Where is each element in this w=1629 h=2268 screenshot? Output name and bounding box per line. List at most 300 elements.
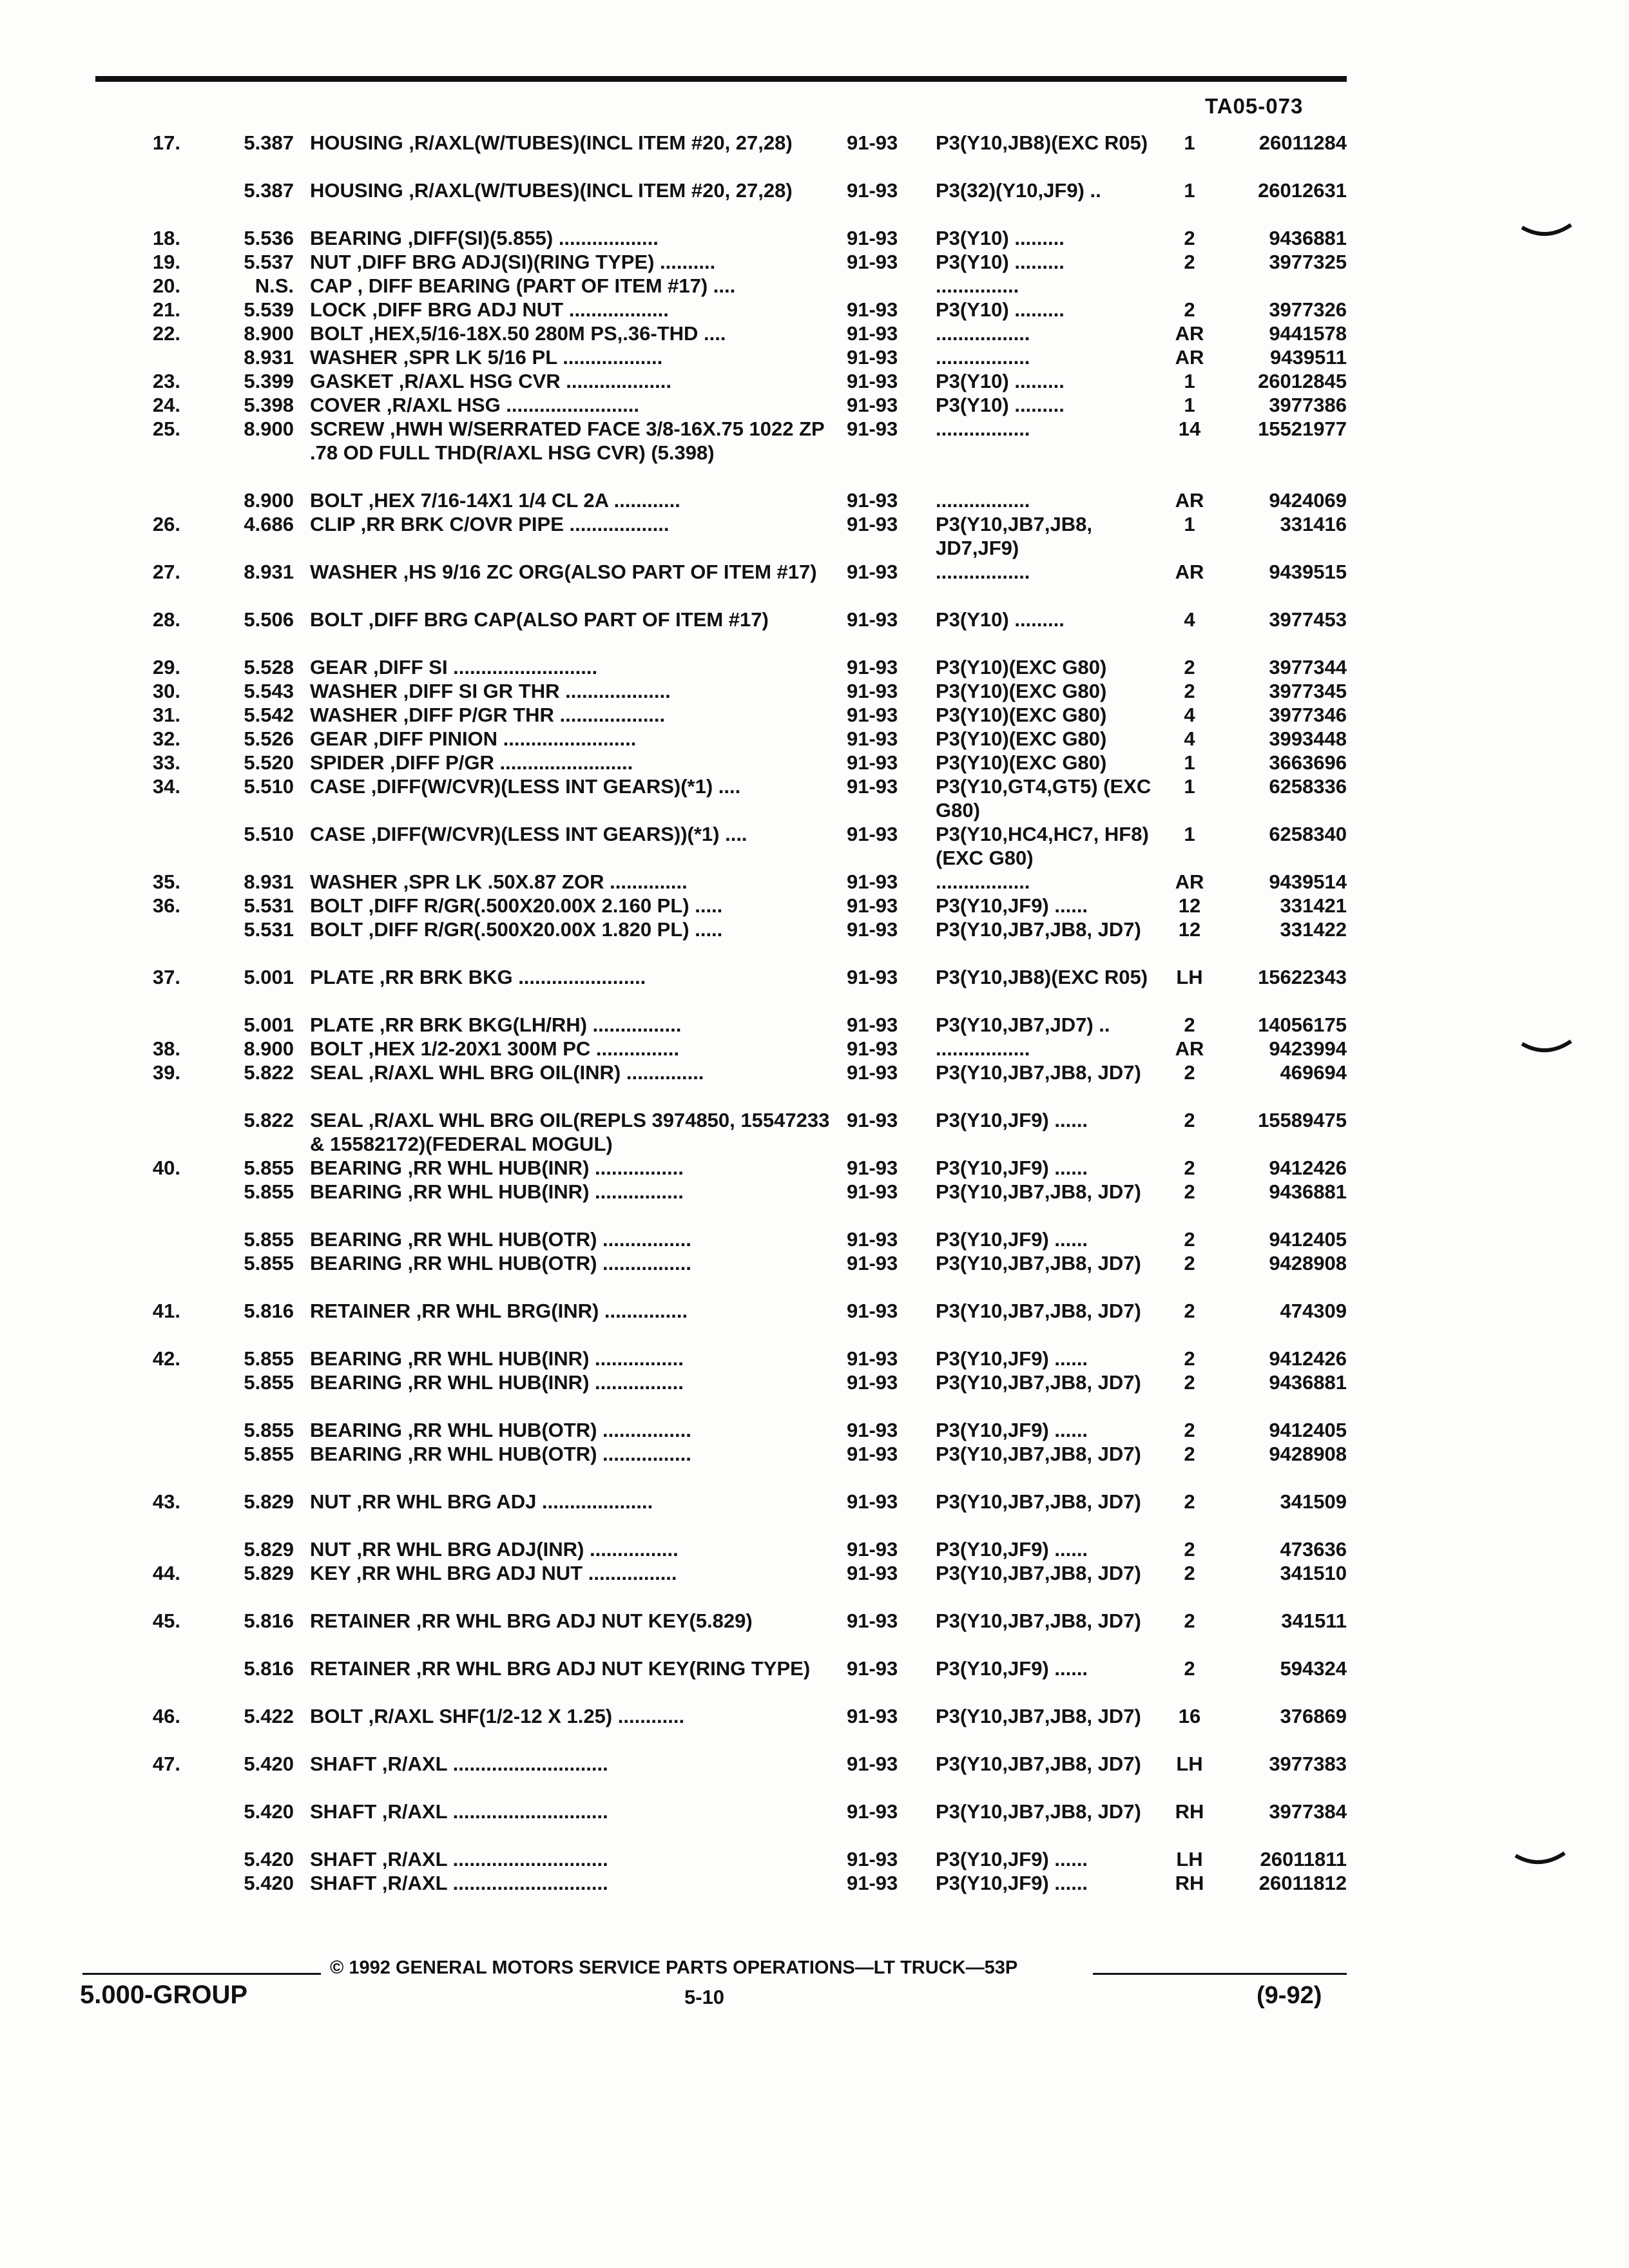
cell-desc: BEARING ,RR WHL HUB(INR) ................	[310, 1180, 684, 1203]
cell-model: P3(Y10)(EXC G80)	[936, 751, 1107, 774]
table-row	[0, 488, 1629, 512]
cell-year: 91-93	[847, 394, 898, 416]
cell-grp: 8.900	[244, 322, 294, 345]
table-row	[0, 1657, 1629, 1704]
cell-item: 28.	[152, 608, 180, 631]
cell-year: 91-93	[847, 418, 898, 440]
cell-qty: 2	[1184, 1562, 1195, 1584]
cell-desc: BEARING ,RR WHL HUB(OTR) ................	[310, 1228, 691, 1251]
cell-year: 91-93	[847, 370, 898, 392]
cell-desc: BEARING ,RR WHL HUB(INR) ................	[310, 1157, 684, 1179]
cell-model: P3(Y10) .........	[936, 251, 1065, 273]
table-row	[0, 1490, 1629, 1537]
table-row	[0, 417, 1629, 488]
footer-rule-right	[1093, 1973, 1347, 1975]
cell-item: 44.	[152, 1562, 180, 1584]
cell-desc: SCREW ,HWH W/SERRATED FACE 3/8-16X.75 1022 ZP .78 OD FULL THD(R/AXL HSG CVR) (5.398)	[310, 418, 825, 464]
cell-part: 9436881	[1269, 1371, 1347, 1394]
cell-year: 91-93	[847, 1371, 898, 1394]
cell-year: 91-93	[847, 179, 898, 202]
cell-part: 3977345	[1269, 680, 1347, 702]
cell-year: 91-93	[847, 918, 898, 941]
cell-year: 91-93	[847, 251, 898, 273]
cell-model: .................	[936, 1037, 1030, 1060]
cell-desc: WASHER ,SPR LK .50X.87 ZOR ..............	[310, 870, 688, 893]
cell-part: 9412426	[1269, 1157, 1347, 1179]
cell-model: P3(Y10,JB7,JB8, JD7)	[936, 1753, 1141, 1775]
cell-year: 91-93	[847, 1014, 898, 1036]
cell-qty: AR	[1175, 1037, 1204, 1060]
cell-grp: 5.531	[244, 894, 294, 917]
cell-item: 22.	[152, 322, 180, 345]
cell-desc: SHAFT ,R/AXL ............................	[310, 1872, 608, 1894]
cell-qty: 1	[1184, 394, 1195, 416]
cell-grp: 5.855	[244, 1371, 294, 1394]
cell-year: 91-93	[847, 1180, 898, 1203]
cell-desc: BOLT ,R/AXL SHF(1/2-12 X 1.25) ............	[310, 1705, 685, 1727]
table-row	[0, 131, 1629, 178]
cell-grp: 5.399	[244, 370, 294, 392]
footer-copyright: © 1992 GENERAL MOTORS SERVICE PARTS OPERATIONS—LT TRUCK—53P	[330, 1957, 1018, 1978]
cell-part: 9439514	[1269, 870, 1347, 893]
cell-part: 14056175	[1258, 1014, 1347, 1036]
cell-qty: 1	[1184, 513, 1195, 535]
cell-desc: WASHER ,SPR LK 5/16 PL ..................	[310, 346, 663, 369]
cell-grp: 8.900	[244, 489, 294, 512]
cell-qty: 14	[1178, 418, 1201, 440]
cell-year: 91-93	[847, 1562, 898, 1584]
cell-desc: HOUSING ,R/AXL(W/TUBES)(INCL ITEM #20, 27,28)	[310, 179, 793, 202]
cell-desc: BEARING ,DIFF(SI)(5.855) ..................	[310, 227, 659, 249]
cell-part: 3977326	[1269, 298, 1347, 321]
cell-qty: 2	[1184, 1347, 1195, 1370]
margin-tick-mark	[1521, 222, 1572, 242]
cell-year: 91-93	[847, 1252, 898, 1274]
cell-qty: 1	[1184, 370, 1195, 392]
cell-part: 3977383	[1269, 1753, 1347, 1775]
cell-year: 91-93	[847, 1800, 898, 1823]
cell-part: 594324	[1280, 1657, 1347, 1680]
cell-qty: 1	[1184, 823, 1195, 845]
cell-model: P3(Y10,JB8)(EXC R05)	[936, 131, 1148, 154]
cell-model: P3(Y10) .........	[936, 370, 1065, 392]
cell-model: P3(Y10,JF9) ......	[936, 1848, 1088, 1870]
cell-desc: LOCK ,DIFF BRG ADJ NUT ..................	[310, 298, 669, 321]
cell-grp: 5.539	[244, 298, 294, 321]
cell-grp: 5.001	[244, 1014, 294, 1036]
table-row	[0, 918, 1629, 965]
cell-year: 91-93	[847, 561, 898, 583]
table-row	[0, 1847, 1629, 1871]
cell-desc: PLATE ,RR BRK BKG .......................	[310, 966, 646, 988]
table-row	[0, 1347, 1629, 1370]
cell-grp: 5.855	[244, 1180, 294, 1203]
cell-year: 91-93	[847, 894, 898, 917]
cell-year: 91-93	[847, 489, 898, 512]
cell-item: 26.	[152, 513, 180, 535]
table-row	[0, 774, 1629, 822]
cell-desc: GEAR ,DIFF PINION ........................	[310, 727, 637, 750]
table-row	[0, 393, 1629, 417]
cell-part: 9412426	[1269, 1347, 1347, 1370]
table-row	[0, 1061, 1629, 1108]
table-row	[0, 250, 1629, 274]
cell-model: P3(Y10) .........	[936, 394, 1065, 416]
cell-model: P3(Y10)(EXC G80)	[936, 704, 1107, 726]
cell-grp: 5.855	[244, 1252, 294, 1274]
table-row	[0, 751, 1629, 774]
table-row	[0, 1537, 1629, 1561]
cell-part: 9428908	[1269, 1443, 1347, 1465]
cell-qty: 4	[1184, 704, 1195, 726]
cell-year: 91-93	[847, 1157, 898, 1179]
cell-grp: 5.542	[244, 704, 294, 726]
cell-qty: 2	[1184, 1371, 1195, 1394]
cell-year: 91-93	[847, 751, 898, 774]
cell-item: 25.	[152, 418, 180, 440]
cell-year: 91-93	[847, 346, 898, 369]
cell-qty: 2	[1184, 1610, 1195, 1632]
cell-qty: 1	[1184, 775, 1195, 798]
cell-part: 341510	[1280, 1562, 1347, 1584]
cell-item: 42.	[152, 1347, 180, 1370]
table-row	[0, 1299, 1629, 1347]
cell-item: 38.	[152, 1037, 180, 1060]
cell-desc: BOLT ,DIFF BRG CAP(ALSO PART OF ITEM #17)	[310, 608, 769, 631]
cell-part: 3663696	[1269, 751, 1347, 774]
cell-model: P3(Y10) .........	[936, 227, 1065, 249]
cell-qty: 2	[1184, 1228, 1195, 1251]
cell-item: 24.	[152, 394, 180, 416]
cell-grp: 5.510	[244, 823, 294, 845]
cell-item: 43.	[152, 1490, 180, 1513]
cell-part: 3977325	[1269, 251, 1347, 273]
cell-grp: 5.855	[244, 1419, 294, 1441]
cell-model: ...............	[936, 274, 1019, 297]
cell-desc: SEAL ,R/AXL WHL BRG OIL(REPLS 3974850, 15547233 & 15582172)(FEDERAL MOGUL)	[310, 1109, 830, 1155]
cell-item: 34.	[152, 775, 180, 798]
cell-model: P3(Y10,JB7,JB8, JD7)	[936, 1610, 1141, 1632]
footer-page-number: 5-10	[684, 1986, 725, 2008]
table-row	[0, 1227, 1629, 1251]
cell-part: 6258336	[1269, 775, 1347, 798]
cell-item: 40.	[152, 1157, 180, 1179]
cell-part: 341511	[1281, 1610, 1347, 1632]
cell-model: P3(Y10)(EXC G80)	[936, 680, 1107, 702]
table-row	[0, 1800, 1629, 1847]
cell-model: .................	[936, 870, 1030, 893]
table-row	[0, 608, 1629, 655]
cell-model: P3(Y10,GT4,GT5) (EXC G80)	[936, 775, 1152, 822]
cell-part: 9428908	[1269, 1252, 1347, 1274]
table-row	[0, 369, 1629, 393]
cell-item: 37.	[152, 966, 180, 988]
cell-qty: 1	[1184, 751, 1195, 774]
cell-item: 23.	[152, 370, 180, 392]
cell-year: 91-93	[847, 1419, 898, 1441]
cell-item: 17.	[152, 131, 180, 154]
cell-part: 469694	[1280, 1061, 1347, 1084]
cell-year: 91-93	[847, 680, 898, 702]
cell-year: 91-93	[847, 1872, 898, 1894]
cell-year: 91-93	[847, 1037, 898, 1060]
cell-model: P3(Y10,JF9) ......	[936, 1538, 1088, 1561]
cell-grp: 5.537	[244, 251, 294, 273]
cell-qty: LH	[1176, 1753, 1203, 1775]
cell-grp: 8.900	[244, 418, 294, 440]
cell-qty: 2	[1184, 298, 1195, 321]
cell-item: 30.	[152, 680, 180, 702]
cell-year: 91-93	[847, 1610, 898, 1632]
cell-part: 9412405	[1269, 1419, 1347, 1441]
table-row	[0, 703, 1629, 727]
cell-grp: 5.387	[244, 131, 294, 154]
cell-grp: 5.506	[244, 608, 294, 631]
cell-qty: 2	[1184, 680, 1195, 702]
cell-qty: 2	[1184, 1014, 1195, 1036]
cell-year: 91-93	[847, 704, 898, 726]
cell-desc: KEY ,RR WHL BRG ADJ NUT ................	[310, 1562, 677, 1584]
cell-item: 29.	[152, 656, 180, 678]
table-row	[0, 1704, 1629, 1752]
cell-grp: 5.816	[244, 1657, 294, 1680]
table-row	[0, 655, 1629, 679]
cell-grp: 5.510	[244, 775, 294, 798]
cell-part: 331422	[1280, 918, 1347, 941]
cell-grp: 8.931	[244, 561, 294, 583]
cell-qty: AR	[1175, 489, 1204, 512]
cell-qty: AR	[1175, 561, 1204, 583]
cell-grp: 5.855	[244, 1157, 294, 1179]
cell-desc: BOLT ,DIFF R/GR(.500X20.00X 1.820 PL) .....	[310, 918, 723, 941]
cell-grp: 5.398	[244, 394, 294, 416]
cell-part: 9436881	[1269, 1180, 1347, 1203]
cell-grp: 5.528	[244, 656, 294, 678]
footer-rule-left	[82, 1973, 321, 1975]
cell-desc: SHAFT ,R/AXL ............................	[310, 1753, 608, 1775]
cell-model: P3(Y10,JB7,JB8, JD7)	[936, 1705, 1141, 1727]
cell-model: P3(Y10) .........	[936, 608, 1065, 631]
cell-part: 15521977	[1258, 418, 1347, 440]
cell-qty: 1	[1184, 179, 1195, 202]
cell-part: 474309	[1280, 1300, 1347, 1322]
cell-qty: LH	[1176, 966, 1203, 988]
cell-item: 46.	[152, 1705, 180, 1727]
cell-qty: 4	[1184, 608, 1195, 631]
cell-item: 41.	[152, 1300, 180, 1322]
cell-qty: 2	[1184, 1443, 1195, 1465]
cell-part: 9441578	[1269, 322, 1347, 345]
table-row	[0, 1037, 1629, 1061]
cell-grp: 5.526	[244, 727, 294, 750]
cell-year: 91-93	[847, 131, 898, 154]
cell-model: P3(Y10,JF9) ......	[936, 1419, 1088, 1441]
cell-year: 91-93	[847, 1490, 898, 1513]
cell-item: 31.	[152, 704, 180, 726]
cell-part: 15622343	[1258, 966, 1347, 988]
cell-part: 3977344	[1269, 656, 1347, 678]
cell-grp: 5.420	[244, 1800, 294, 1823]
cell-part: 9436881	[1269, 227, 1347, 249]
cell-qty: 2	[1184, 1180, 1195, 1203]
cell-model: P3(Y10,HC4,HC7, HF8)(EXC G80)	[936, 823, 1149, 869]
cell-item: 36.	[152, 894, 180, 917]
cell-grp: 8.931	[244, 346, 294, 369]
cell-desc: SEAL ,R/AXL WHL BRG OIL(INR) ..............	[310, 1061, 704, 1084]
cell-desc: CLIP ,RR BRK C/OVR PIPE ..................	[310, 513, 670, 535]
table-row	[0, 822, 1629, 870]
cell-desc: HOUSING ,R/AXL(W/TUBES)(INCL ITEM #20, 27,28)	[310, 131, 793, 154]
cell-qty: RH	[1175, 1800, 1204, 1823]
cell-year: 91-93	[847, 1347, 898, 1370]
cell-year: 91-93	[847, 1443, 898, 1465]
table-row	[0, 1609, 1629, 1657]
cell-grp: 5.822	[244, 1061, 294, 1084]
cell-model: P3(Y10,JB8)(EXC R05)	[936, 966, 1148, 988]
cell-desc: BOLT ,DIFF R/GR(.500X20.00X 2.160 PL) .....	[310, 894, 723, 917]
cell-desc: RETAINER ,RR WHL BRG ADJ NUT KEY(5.829)	[310, 1610, 753, 1632]
cell-desc: NUT ,RR WHL BRG ADJ ....................	[310, 1490, 653, 1513]
cell-qty: 2	[1184, 1657, 1195, 1680]
cell-grp: 5.829	[244, 1538, 294, 1561]
cell-item: 27.	[152, 561, 180, 583]
cell-grp: 8.900	[244, 1037, 294, 1060]
table-row	[0, 1013, 1629, 1037]
table-row	[0, 226, 1629, 250]
cell-year: 91-93	[847, 227, 898, 249]
cell-model: P3(Y10)(EXC G80)	[936, 727, 1107, 750]
cell-desc: CASE ,DIFF(W/CVR)(LESS INT GEARS)(*1) ....	[310, 775, 741, 798]
cell-item: 21.	[152, 298, 180, 321]
cell-item: 33.	[152, 751, 180, 774]
cell-part: 15589475	[1258, 1109, 1347, 1131]
table-row	[0, 1156, 1629, 1180]
cell-model: P3(Y10,JB7,JB8, JD7)	[936, 1371, 1141, 1394]
cell-part: 26012845	[1258, 370, 1347, 392]
cell-grp: 5.420	[244, 1872, 294, 1894]
cell-year: 91-93	[847, 608, 898, 631]
cell-grp: 5.822	[244, 1109, 294, 1131]
cell-model: P3(32)(Y10,JF9) ..	[936, 179, 1101, 202]
cell-year: 91-93	[847, 1657, 898, 1680]
cell-grp: 5.536	[244, 227, 294, 249]
cell-grp: 5.420	[244, 1753, 294, 1775]
cell-desc: BEARING ,RR WHL HUB(INR) ................	[310, 1371, 684, 1394]
top-rule	[95, 76, 1347, 82]
table-row	[0, 1370, 1629, 1418]
cell-part: 331416	[1280, 513, 1347, 535]
cell-qty: 2	[1184, 1252, 1195, 1274]
cell-grp: 5.855	[244, 1228, 294, 1251]
cell-qty: 12	[1178, 894, 1201, 917]
cell-year: 91-93	[847, 1228, 898, 1251]
cell-model: P3(Y10,JF9) ......	[936, 894, 1088, 917]
cell-part: 9412405	[1269, 1228, 1347, 1251]
cell-desc: RETAINER ,RR WHL BRG ADJ NUT KEY(RING TYPE)	[310, 1657, 811, 1680]
table-row	[0, 345, 1629, 369]
table-row	[0, 1251, 1629, 1299]
table-row	[0, 274, 1629, 298]
cell-year: 91-93	[847, 322, 898, 345]
cell-year: 91-93	[847, 656, 898, 678]
cell-part: 26011811	[1260, 1848, 1347, 1870]
cell-item: 39.	[152, 1061, 180, 1084]
cell-part: 26011812	[1258, 1872, 1347, 1894]
cell-desc: GEAR ,DIFF SI ..........................	[310, 656, 598, 678]
cell-part: 9439515	[1269, 561, 1347, 583]
cell-part: 26011284	[1258, 131, 1347, 154]
table-row	[0, 727, 1629, 751]
cell-desc: GASKET ,R/AXL HSG CVR ...................	[310, 370, 671, 392]
cell-qty: 12	[1178, 918, 1201, 941]
cell-qty: RH	[1175, 1872, 1204, 1894]
cell-part: 3993448	[1269, 727, 1347, 750]
table-row	[0, 322, 1629, 345]
cell-model: P3(Y10,JB7,JB8, JD7)	[936, 1180, 1141, 1203]
cell-grp: 5.422	[244, 1705, 294, 1727]
cell-part: 9423994	[1269, 1037, 1347, 1060]
cell-model: P3(Y10)(EXC G80)	[936, 656, 1107, 678]
cell-desc: BEARING ,RR WHL HUB(INR) ................	[310, 1347, 684, 1370]
cell-desc: BEARING ,RR WHL HUB(OTR) ................	[310, 1443, 691, 1465]
cell-desc: COVER ,R/AXL HSG ........................	[310, 394, 640, 416]
cell-qty: 2	[1184, 1538, 1195, 1561]
cell-qty: LH	[1176, 1848, 1203, 1870]
cell-model: P3(Y10,JF9) ......	[936, 1347, 1088, 1370]
cell-item: 45.	[152, 1610, 180, 1632]
cell-grp: 5.855	[244, 1347, 294, 1370]
cell-year: 91-93	[847, 1061, 898, 1084]
footer-date: (9-92)	[1257, 1982, 1322, 2009]
table-row	[0, 298, 1629, 322]
cell-desc: BEARING ,RR WHL HUB(OTR) ................	[310, 1419, 691, 1441]
table-row	[0, 178, 1629, 226]
table-row	[0, 1871, 1629, 1895]
cell-model: P3(Y10,JB7,JB8, JD7)	[936, 1252, 1141, 1274]
cell-grp: 5.543	[244, 680, 294, 702]
cell-qty: 2	[1184, 251, 1195, 273]
reference-code: TA05-073	[1205, 94, 1304, 118]
cell-item: 32.	[152, 727, 180, 750]
cell-desc: SPIDER ,DIFF P/GR ........................	[310, 751, 633, 774]
cell-item: 20.	[152, 274, 180, 297]
cell-desc: CASE ,DIFF(W/CVR)(LESS INT GEARS))(*1) ....	[310, 823, 747, 845]
cell-qty: 2	[1184, 227, 1195, 249]
cell-year: 91-93	[847, 775, 898, 798]
cell-model: .................	[936, 489, 1030, 512]
table-row	[0, 1561, 1629, 1609]
cell-grp: 5.829	[244, 1562, 294, 1584]
cell-model: P3(Y10,JB7,JB8, JD7)	[936, 1061, 1141, 1084]
cell-model: P3(Y10,JB7,JB8, JD7,JF9)	[936, 513, 1092, 559]
cell-grp: 5.387	[244, 179, 294, 202]
cell-grp: N.S.	[255, 274, 294, 297]
cell-year: 91-93	[847, 1109, 898, 1131]
cell-model: P3(Y10,JF9) ......	[936, 1228, 1088, 1251]
cell-qty: 4	[1184, 727, 1195, 750]
cell-model: .................	[936, 346, 1030, 369]
cell-model: P3(Y10,JF9) ......	[936, 1157, 1088, 1179]
cell-qty: AR	[1175, 322, 1204, 345]
cell-model: .................	[936, 561, 1030, 583]
cell-qty: AR	[1175, 870, 1204, 893]
cell-qty: 2	[1184, 1157, 1195, 1179]
cell-year: 91-93	[847, 870, 898, 893]
cell-desc: CAP , DIFF BEARING (PART OF ITEM #17) ....	[310, 274, 736, 297]
cell-grp: 4.686	[244, 513, 294, 535]
table-row	[0, 1442, 1629, 1490]
cell-part: 3977386	[1269, 394, 1347, 416]
